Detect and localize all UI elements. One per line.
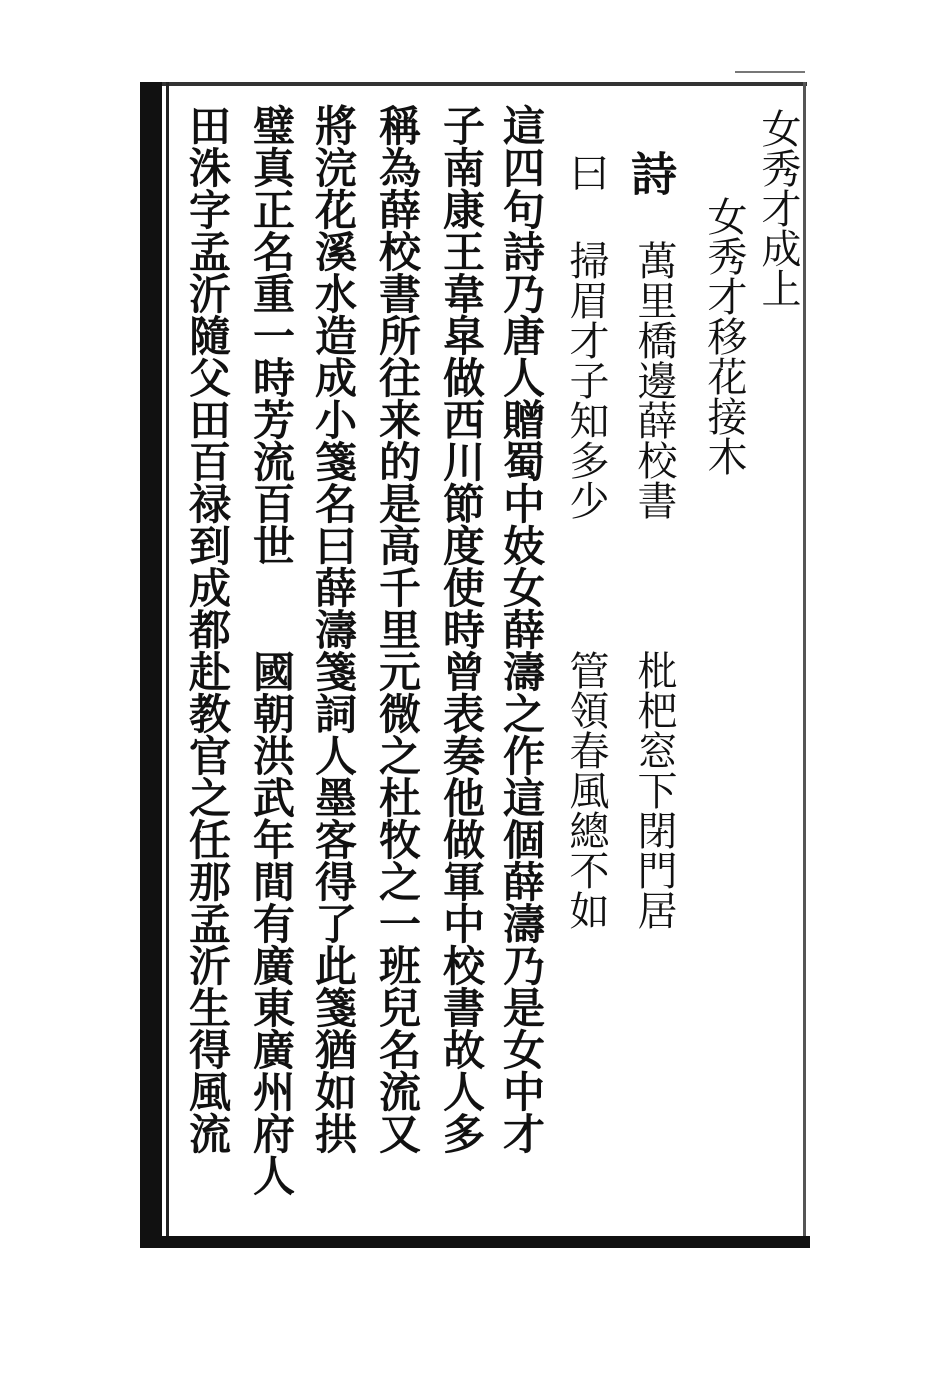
chapter-subtitle: 女秀才移花接木: [701, 196, 747, 476]
chapter-title: 女秀才成上: [755, 108, 801, 308]
body-column-3: 稱為薛校書所往来的是高千里元微之杜牧之一班兒名流又: [373, 104, 422, 1154]
body-column-5: 璧真正名重一時芳流百世: [247, 104, 296, 566]
poem-line-3: 掃眉才子知多少: [563, 240, 609, 520]
poem-line-1: 萬里橋邊薛校書: [631, 240, 677, 520]
frame-top-border: [162, 82, 807, 86]
body-column-2: 子南康王韋皐做西川節度使時曾表奏他做軍中校書故人多: [437, 104, 486, 1154]
body-column-5-cont: 國朝洪武年間有廣東廣州府人: [247, 650, 296, 1196]
page-edge-mark: [735, 68, 805, 76]
poem-line-2: 枇杷窓下閉門居: [631, 650, 677, 930]
frame-left-border: [140, 82, 162, 1248]
body-column-1: 這四句詩乃唐人贈蜀中妓女薛濤之作這個薛濤乃是女中才: [497, 104, 546, 1154]
body-column-6: 田洙字孟沂隨父田百禄到成都赴教官之任那孟沂生得風流: [183, 104, 232, 1154]
yue-character: 曰: [563, 152, 609, 192]
frame-right-border: [803, 82, 806, 1242]
frame-bottom-border: [140, 1236, 810, 1248]
poem-heading: 詩: [624, 150, 678, 196]
poem-line-4: 管領春風總不如: [563, 650, 609, 930]
body-column-4: 將浣花溪水造成小箋名曰薛濤箋詞人墨客得了此箋猶如拱: [309, 104, 358, 1154]
